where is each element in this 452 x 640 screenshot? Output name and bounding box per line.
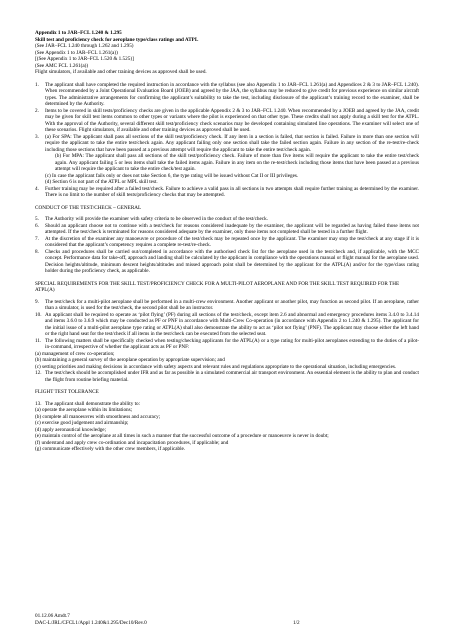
footer-document-id: DAC-L/JRL/CFCL1/Appl 1.240&1.295/Dec10/Rev.0 [35,619,147,626]
numbered-paragraph: 7. At the discretion of the examiner any manoeuvre or procedure of the test/check may be repeated once by the applicant. The examiner may stop the test/check at any stage if it is considered that the applicant’s competency requires a complete re-test/re-check. [35,235,419,248]
numbered-paragraph: 6. Should an applicant choose not to continue with a test/check for reasons considered inadequate by the examiner, the applicant will be regarded as having failed those items not attempted. If the test/check is terminated for reasons considered adequate by the examiner, only those items not completed shall be tested in a further flight. [35,222,419,235]
page-footer [35,613,419,626]
list-item: (c) setting priorities and making decisions in accordance with safety aspects and relevant rules and regulations appropriate to the operational situation, including emergencies. [35,363,397,370]
reference-line: [(See Appendix 1 to JAR–FCL 1.520 & 1.525)] [35,56,134,62]
list-item: (f) understand and apply crew co-ordination and incapacitation procedures, if applicable; and [35,439,229,446]
numbered-paragraph: 1. The applicant shall have completed the required instruction in accordance with the syllabus (see also Appendix 1 to JAR–FCL 1.261(a) and Appendices 2 & 3 to JAR–FCL 1.240). When recommended by a Joint Operational Evaluation Board (JOEB) and agreed by the JAA, the syllabus may be reduced to give credit for previous experience on similar aircraft types. The administrative arrangements for confirming the applicant’s suitability to take the test, including disclosure of the applicant’s training record to the examiner, shall be determined by the Authority. [35,81,419,107]
numbered-paragraph: 3. (a) For SPA: The applicant shall pass all sections of the skill test/proficiency check. If any item in a section is failed, that section is failed. Failure in more than one section will require the applicant to take the entire test/check again. Any applicant failing only one section shall take the failed section again. Failure in any section of the re-test/re-check including those sections that have been passed at a previous attempt will require the applicant to take the entire test/check again. [35,133,419,153]
reference-line: (See JAR–FCL 1.240 through 1.262 and 1.295) [35,43,134,49]
section-heading-flight-test-tolerance: FLIGHT TEST TOLERANCE [35,389,99,395]
footer-amendment: 01.12.06 Amdt.7 [35,613,70,619]
reference-line: (See Appendix 1 to JAR–FCL 1.261(a)) [35,49,118,56]
document-header [35,30,419,76]
numbered-paragraph: 2. Items to be covered in skill tests/proficiency checks are given in the applicable Appendix 2 & 3 to JAR–FCL 1.240. When recommended by a JOEB and agreed by the JAA, credit may be given for skill test items common to other types or variants where the pilot is experienced on that other type. These credits shall not apply during a skill test for the ATPL. With the approval of the Authority, several different skill test/proficiency check scenarios may be developed containing simulated line operations. The examiner will select one of these scenarios. Flight simulators, if available and other training devices as approved shall be used. [35,107,419,133]
numbered-paragraph: 4. Further training may be required after a failed test/check. Failure to achieve a valid pass in all sections in two attempts shall require further training as determined by the examiner. There is no limit to the number of skill tests/proficiency checks that may be attempted. [35,185,419,198]
list-item: (a) operate the aeroplane within its limitations; [35,407,133,413]
list-item: (b) maintaining a general survey of the aeroplane operation by appropriate supervision; and [35,357,225,363]
numbered-paragraph: 8. Checks and procedures shall be carried out/completed in accordance with the authorised check list for the aeroplane used in the test/check and, if applicable, with the MCC concept. Performance data for take-off, approach and landing shall be calculated by the applicant in compliance with the operations manual or flight manual for the aeroplane used. Decision heights/altitude, minimum descent heights/altitudes and missed approach point shall be determined by the applicant for the ATPL(A) and/or for the type/class rating holder during the proficiency check, as applicable. [35,248,419,274]
section-heading-special-requirements: SPECIAL REQUIREMENTS FOR THE SKILL TEST/PROFICIENCY CHECK FOR A MULTI-PILOT AEROPLANE AND FOR THE SKILL TEST REQUIRED FOR THE ATPL(A) [35,280,400,293]
reference-line: (See AMC FCL 1.261(a)) [35,62,89,69]
numbered-paragraph: 10. An applicant shall be required to operate as ‘pilot flying’ (PF) during all sections of the test/check, except item 2.6 and abnormal and emergency procedures items 3.4.0 to 3.4.14 and items 3.6.0 to 3.6.9 which may be conducted as PF or PNF in accordance with Multi-Crew Co-operation (in accordance with Appendix 2 to 1.240 & 1.295). The applicant for the initial issue of a multi-pilot aeroplane type rating or ATPL(A) shall also demonstrate the ability to act as ‘pilot not flying’ (PNF). The applicant may choose either the left hand or the right hand seat for the test/check if all items in the test/check can be executed from the selected seat. [35,311,419,337]
sub-paragraph: (b) For MPA: The applicant shall pass all sections of the skill test/proficiency check. Failure of more than five items will require the applicant to take the entire test/check again. Any applicant failing 5 or less items shall take the failed items again. Failure in any item on the re-test/check including those items that have been passed at a previous attempt will require the applicant to take the entire check/test again. [55,153,419,172]
list-item: (e) maintain control of the aeroplane at all times in such a manner that the successful outcome of a procedure or manoeuvre is never in doubt; [35,433,329,439]
section-heading-conduct: CONDUCT OF THE TEST/CHECK – GENERAL [35,204,142,211]
numbered-paragraph: 5. The Authority will provide the examiner with safety criteria to be observed in the conduct of the test/check. [35,216,268,222]
numbered-paragraph: 11. The following matters shall be specifically checked when testing/checking applicants for the ATPL(A) or a type rating for multi-pilot aeroplanes extending to the duties of a pilot-in-command, irrespective of whether the applicant acts as PF or PNF: [35,337,419,350]
list-item: (b) complete all manoeuvres with smoothness and accuracy; [35,413,161,420]
document-subtitle: Skill test and proficiency check for aeroplane type/class ratings and ATPL [35,36,199,43]
page-number: 1/2 [293,619,300,626]
list-item: (g) communicate effectively with the other crew members, if applicable. [35,446,186,452]
numbered-paragraph: 12. The test/check should be accomplished under IFR and as far as possible in a simulated commercial air transport environment. An essential element is the ability to plan and conduct the flight from routine briefing material. [35,370,419,383]
document-title: Appendix 1 to JAR–FCL 1.240 & 1.295 [35,30,122,36]
list-item: (c) exercise good judgement and airmanship; [35,420,129,426]
numbered-paragraph: 9. The test/check for a multi-pilot aeroplane shall be performed in a multi-crew environment. Another applicant or another pilot, may function as second pilot. If an aeroplane, rather than a simulator, is used for the test/check, the second pilot shall be an instructor. [35,298,419,311]
sub-paragraph: (d) Section 6 is not part of the ATPL or MPL skill test. [45,179,158,185]
reference-line: Flight simulators, if available and other training devices as approved shall be used. [35,69,207,75]
list-item: (a) management of crew co-operation; [35,350,115,357]
numbered-paragraph: 13. The applicant shall demonstrate the ability to: [35,400,141,407]
document-page [35,30,419,453]
sub-paragraph: (c) In case the applicant fails only or does not take Section 6, the type rating will be issued without Cat II or III privileges. [45,172,299,179]
list-item: (d) apply aeronautical knowledge; [35,426,107,433]
